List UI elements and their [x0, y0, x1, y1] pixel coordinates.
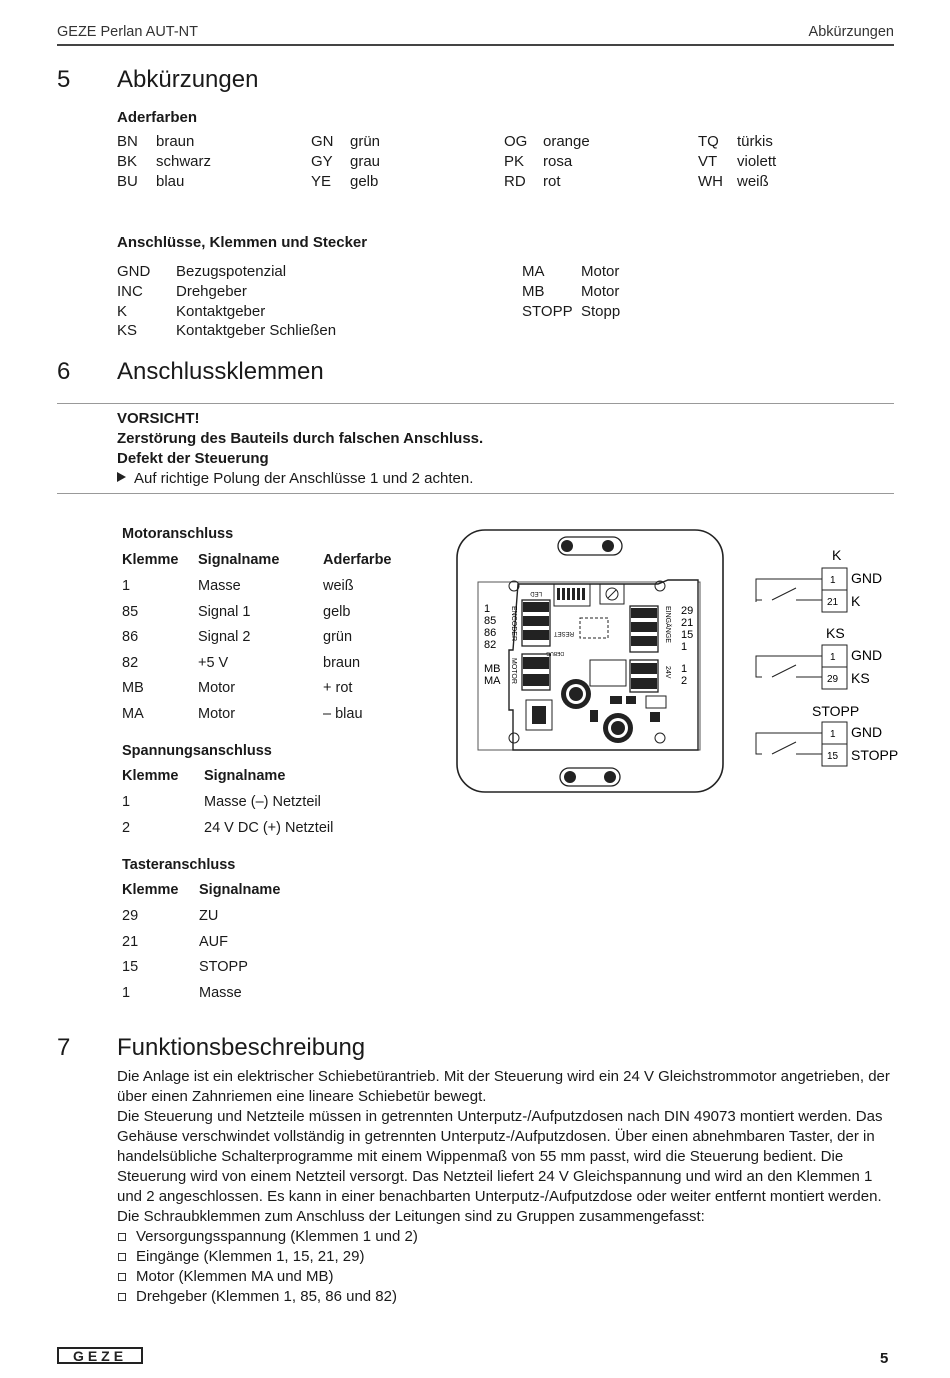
abbr-code: STOPP: [522, 303, 573, 320]
smd-part: [590, 710, 598, 722]
caution-box: [117, 409, 483, 489]
terminal-label: 1: [484, 603, 491, 615]
color-code: BK: [117, 153, 138, 170]
table-cell: grün: [323, 629, 353, 646]
table-cell: 24 V DC (+) Netzteil: [204, 819, 334, 836]
connector-pin: [631, 608, 657, 618]
list-item: Eingänge (Klemmen 1, 15, 21, 29): [117, 1247, 897, 1267]
color-code: RD: [504, 173, 526, 190]
smd-part: [626, 696, 636, 704]
smd-part: [610, 696, 622, 704]
geze-logo: GEZE: [57, 1347, 143, 1364]
abbr-meaning: Kontaktgeber Schließen: [176, 322, 337, 339]
screw-hole: [602, 540, 614, 552]
connector-pin: [631, 663, 657, 674]
terminal-number: 1: [830, 575, 836, 586]
terminal-number: 15: [827, 751, 839, 762]
abbr-code: KS: [117, 322, 138, 339]
color-name: braun: [156, 133, 195, 150]
color-code: GN: [311, 133, 334, 150]
caution-line-3: Defekt der Steuerung: [117, 450, 269, 467]
table-cell: 21: [122, 933, 139, 950]
table-cell: 82: [122, 654, 139, 671]
terminal-label: KS: [851, 670, 870, 686]
table-cell: Masse (–) Netzteil: [204, 794, 321, 810]
caution-line-2: Zerstörung des Bauteils durch falschen Anschluss.: [117, 430, 484, 447]
table-header: Signalname: [199, 882, 281, 898]
connector-pin: [631, 678, 657, 689]
color-name: blau: [156, 173, 185, 190]
terminal-label: 1: [681, 663, 688, 675]
caution-instruction-text: Auf richtige Polung der Anschlüsse 1 und 2 achten.: [134, 470, 474, 487]
color-name: grau: [350, 153, 381, 170]
color-code: PK: [504, 153, 525, 170]
color-code: WH: [698, 173, 723, 190]
switch-k-name: K: [832, 547, 842, 563]
terminal-label: 15: [681, 629, 694, 641]
color-name: orange: [543, 133, 590, 150]
table-cell: 2: [122, 819, 131, 836]
terminal-label: GND: [851, 724, 883, 740]
table-cell: 86: [122, 629, 139, 646]
color-name: schwarz: [156, 153, 212, 170]
header-left: GEZE Perlan AUT-NT: [57, 24, 199, 40]
aderfarben-title: Aderfarben: [117, 109, 198, 126]
color-name: gelb: [350, 173, 379, 190]
encoder-label: ENCODER: [510, 606, 517, 642]
abbr-meaning: Kontaktgeber: [176, 303, 266, 320]
switch-stopp-name: STOPP: [812, 703, 860, 719]
color-code: BN: [117, 133, 138, 150]
wiring-diagram: [450, 524, 900, 824]
terminal-label: 29: [681, 605, 694, 617]
smd-part: [650, 712, 660, 722]
table-cell: MB: [122, 680, 144, 697]
table-cell: braun: [323, 654, 361, 671]
table-cell: ZU: [199, 908, 219, 924]
anschluesse-title: Anschlüsse, Klemmen und Stecker: [117, 234, 368, 251]
switch-k: [756, 547, 882, 612]
abbr-meaning: Bezugspotenzial: [176, 263, 287, 280]
paragraph: Die Anlage ist ein elektrischer Schiebetürantrieb. Mit der Steuerung wird ein 24 V Gleichstrommotor angetrieben, der über einen Zahnriemen eine lineare Schiebetür bewegt.: [117, 1068, 890, 1105]
table-header: Signalname: [204, 768, 286, 784]
inputs-label: EINGÄNGE: [664, 606, 671, 643]
list-item: Drehgeber (Klemmen 1, 85, 86 und 82): [117, 1287, 897, 1307]
caution-instruction: [117, 469, 483, 489]
abbr-code: GND: [117, 263, 151, 280]
table-cell: Signal 1: [198, 603, 251, 620]
table-cell: 1: [122, 578, 131, 594]
table-cell: Motor: [198, 680, 236, 697]
led-label: LED: [530, 590, 542, 596]
left-terminal-labels: [484, 603, 501, 687]
color-name: grün: [350, 133, 381, 150]
reset-label: RESET: [553, 630, 574, 636]
section-7-number: 7: [57, 1034, 71, 1061]
spannung-table-title: Spannungsanschluss: [122, 743, 272, 759]
abbr-code: MA: [522, 263, 545, 280]
table-header: Klemme: [122, 768, 179, 784]
table-cell: – blau: [323, 706, 363, 722]
table-header: Klemme: [122, 552, 179, 568]
color-name: rosa: [543, 153, 573, 170]
connector-pin: [523, 674, 549, 686]
abbr-meaning: Stopp: [581, 303, 621, 320]
connector-pin: [523, 657, 549, 669]
paragraph: Die Schraubklemmen zum Anschluss der Leitungen sind zu Gruppen zusammengefasst:: [117, 1208, 705, 1225]
connector-pin: [631, 636, 657, 646]
table-cell: STOPP: [199, 959, 248, 976]
table-header: Aderfarbe: [323, 552, 392, 568]
section-6-number: 6: [57, 358, 71, 385]
table-cell: +5 V: [198, 654, 229, 671]
terminal-label: 2: [681, 675, 688, 687]
color-name: weiß: [737, 173, 769, 190]
terminal-label: 82: [484, 639, 497, 651]
screw-hole: [564, 771, 576, 783]
section-6-title: Anschlussklemmen: [117, 358, 324, 385]
abbr-meaning: Drehgeber: [176, 283, 247, 300]
power-label: 24V: [664, 666, 671, 679]
switch-stopp: [756, 703, 898, 766]
color-name: rot: [543, 173, 561, 190]
abbr-code: INC: [117, 283, 143, 300]
connector-pin: [631, 622, 657, 632]
page-number: 5: [880, 1350, 889, 1367]
terminal-label: STOPP: [851, 747, 899, 763]
section-5-number: 5: [57, 66, 71, 93]
arrow-right-icon: [117, 472, 126, 482]
section-7-title: Funktionsbeschreibung: [117, 1034, 366, 1061]
table-cell: MA: [122, 706, 144, 722]
connector-pin: [523, 602, 549, 612]
terminal-label: K: [851, 593, 861, 609]
abbr-code: MB: [522, 283, 545, 300]
terminal-label: 85: [484, 615, 497, 627]
terminal-label: GND: [851, 647, 883, 663]
table-cell: 1: [122, 984, 131, 1001]
color-code: GY: [311, 153, 333, 170]
table-cell: Motor: [198, 706, 236, 722]
table-cell: 85: [122, 603, 139, 620]
paragraph: Die Steuerung und Netzteile müssen in getrennten Unterputz-/Aufputzdosen nach DIN 49073 montiert werden. Das Gehäuse verschwindet vollständig in getrennten Unterputz-/Aufputzdosen. Über einen abnehmbaren Taster, der in handelsübliche Schalterprogramme mit einem Wippenmaß von 55 mm passt, wird die Steuerung bedient. Die Steuerung wird von einem Netzteil versorgt. Das Netzteil liefert 24 V Gleichspannung und wird an den Klemmen 1 und 2 angeschlossen. Es kann in einer benachbarten Unterputz-/Aufputzdose oder weiter entfernt montiert werden.: [117, 1108, 883, 1205]
switch-ks: [756, 625, 882, 689]
terminal-number: 1: [830, 729, 836, 740]
abbr-code: K: [117, 303, 128, 320]
switch-ks-name: KS: [826, 625, 845, 641]
table-cell: 29: [122, 908, 139, 924]
table-cell: Signal 2: [198, 629, 251, 646]
caution-rule-top: [57, 403, 894, 404]
section-7-body: [117, 1067, 897, 1307]
terminal-groups-list: [117, 1227, 897, 1307]
table-cell: AUF: [199, 933, 228, 950]
terminal-label: 86: [484, 627, 497, 639]
color-code: OG: [504, 133, 528, 150]
caution-rule-bottom: [57, 493, 894, 494]
terminal-number: 21: [827, 597, 839, 608]
terminal-label: 21: [681, 617, 694, 629]
color-code: TQ: [698, 133, 719, 150]
list-item: Versorgungsspannung (Klemmen 1 und 2): [117, 1227, 897, 1247]
terminal-label: MB: [484, 663, 501, 675]
table-cell: + rot: [323, 680, 353, 697]
taster-table-title: Tasteranschluss: [122, 857, 236, 873]
table-cell: Masse: [199, 984, 242, 1001]
table-header: Klemme: [122, 882, 179, 898]
section-5-title: Abkürzungen: [117, 66, 259, 93]
abbr-meaning: Motor: [581, 263, 620, 280]
table-cell: 15: [122, 959, 139, 976]
color-name: türkis: [737, 133, 773, 150]
table-cell: Masse: [198, 578, 241, 594]
terminal-label: 1: [681, 641, 688, 653]
screw-hole: [604, 771, 616, 783]
color-code: VT: [698, 153, 718, 170]
motor-table-title: Motoranschluss: [122, 526, 234, 542]
table-cell: gelb: [323, 603, 351, 620]
terminal-number: 1: [830, 652, 836, 663]
color-name: violett: [737, 153, 777, 170]
terminal-label: MA: [484, 675, 501, 687]
header-right: Abkürzungen: [808, 24, 894, 40]
terminal-label: GND: [851, 570, 883, 586]
debug-label: DEBUG: [546, 650, 564, 656]
connector-pin: [523, 616, 549, 626]
list-item: Motor (Klemmen MA und MB): [117, 1267, 897, 1287]
caution-heading: VORSICHT!: [117, 410, 200, 427]
table-cell: 1: [122, 794, 131, 810]
table-header: Signalname: [198, 552, 280, 568]
screw-hole: [561, 540, 573, 552]
abbr-meaning: Motor: [581, 283, 620, 300]
color-code: BU: [117, 173, 138, 190]
motor-label: MOTOR: [510, 658, 517, 684]
table-cell: weiß: [323, 578, 354, 594]
color-code: YE: [311, 173, 332, 190]
connector-pin: [523, 630, 549, 640]
terminal-number: 29: [827, 674, 839, 685]
header-rule: [57, 44, 894, 46]
